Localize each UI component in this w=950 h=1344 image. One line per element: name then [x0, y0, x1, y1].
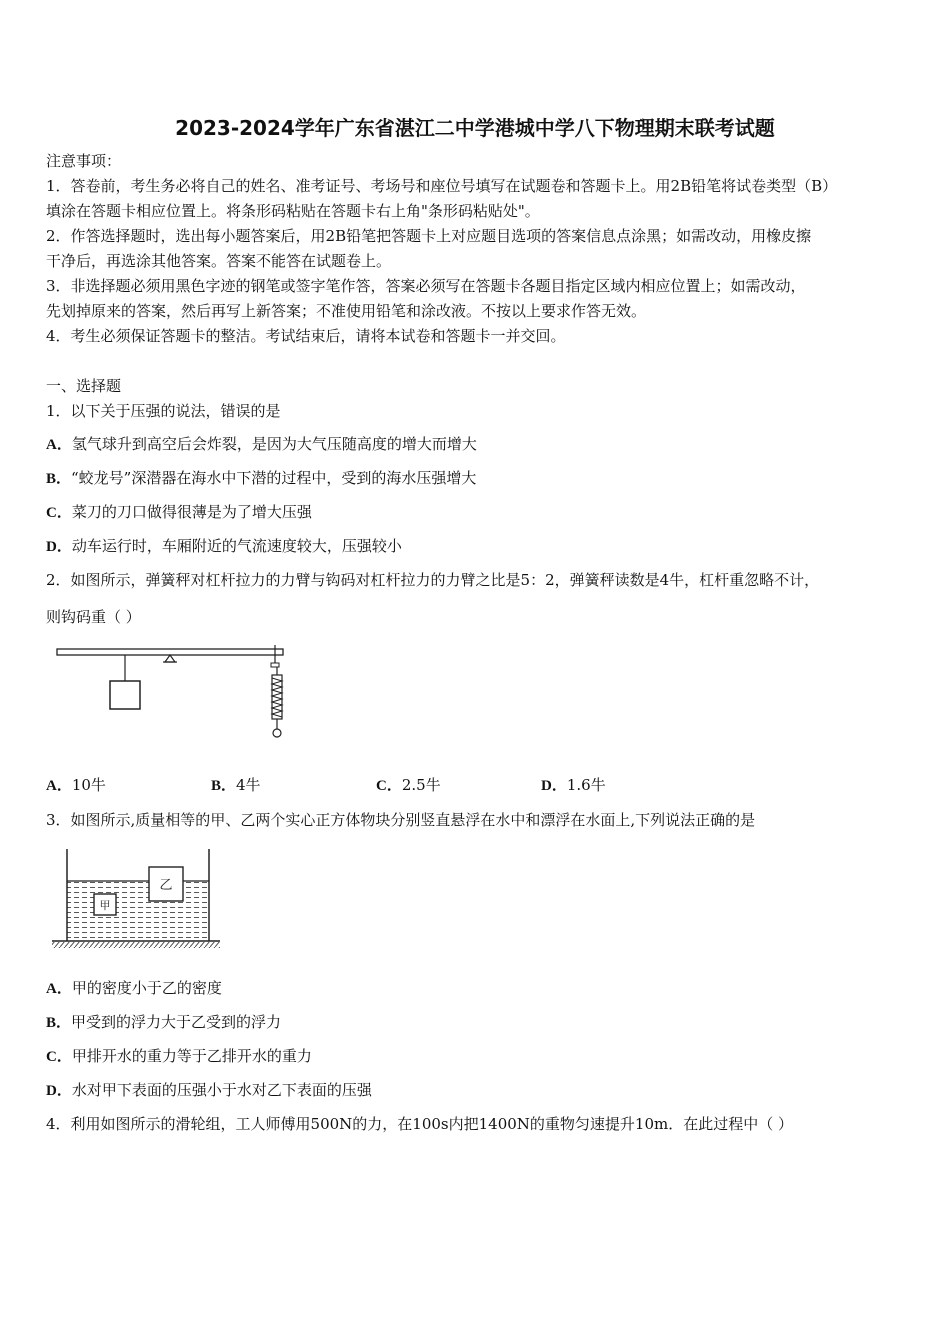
option-text: 4牛 [236, 776, 261, 794]
notice-line: 3．非选择题必须用黑色字迹的钢笔或签字笔作答，答案必须写在答题卡各题目指定区域内相应位置上；如需改动， [46, 277, 806, 295]
notice-heading: 注意事项： [46, 152, 122, 170]
exam-title: 2023-2024学年广东省湛江二中学港城中学八下物理期末联考试题 [175, 116, 775, 140]
option-label: D． [541, 778, 567, 794]
option-text: 2.5牛 [401, 776, 441, 794]
q2-option-a [46, 775, 106, 796]
option-label: A． [46, 778, 72, 794]
option-text: 10牛 [71, 776, 106, 794]
notice-line: 1．答卷前，考生务必将自己的姓名、准考证号、考场号和座位号填写在试题卷和答题卡上。用2B铅笔将试卷类型（B） [46, 177, 838, 195]
option-label: A． [46, 981, 72, 997]
notice-line: 填涂在答题卡相应位置上。将条形码粘贴在答题卡右上角"条形码粘贴处"。 [46, 202, 540, 220]
question-2-stem-continued: 则钩码重（ ） [46, 608, 141, 626]
option-text: 水对甲下表面的压强小于水对乙下表面的压强 [71, 1081, 372, 1099]
option-label: B． [46, 1015, 72, 1031]
option-text: 菜刀的刀口做得很薄是为了增大压强 [71, 503, 312, 521]
option-label: B． [211, 778, 237, 794]
option-text: 1.6牛 [566, 776, 606, 794]
q3-option-d [46, 1080, 372, 1101]
q3-option-a [46, 978, 222, 999]
q1-option-b [46, 468, 476, 489]
option-label: D． [46, 1083, 72, 1099]
q2-option-d [541, 775, 606, 796]
block-jia-label: 甲 [99, 899, 111, 912]
option-label: B． [46, 471, 72, 487]
option-label: C． [46, 505, 72, 521]
question-3-stem: 3．如图所示,质量相等的甲、乙两个实心正方体物块分别竖直悬浮在水中和漂浮在水面上,下列说法正确的是 [46, 811, 756, 829]
lever-diagram [55, 645, 290, 745]
q3-option-b [46, 1012, 281, 1033]
option-label: D． [46, 539, 72, 555]
option-text: 甲的密度小于乙的密度 [71, 979, 222, 997]
option-text: 甲受到的浮力大于乙受到的浮力 [71, 1013, 282, 1031]
section-heading: 一、选择题 [46, 377, 122, 395]
option-label: A． [46, 437, 72, 453]
notice-line: 干净后，再选涂其他答案。答案不能答在试题卷上。 [46, 252, 392, 270]
question-2-stem: 2．如图所示，弹簧秤对杠杆拉力的力臂与钩码对杠杆拉力的力臂之比是5：2，弹簧秤读数是4牛，杠杆重忽略不计， [46, 571, 820, 589]
q2-option-b [211, 775, 261, 796]
notice-line: 2．作答选择题时，选出每小题答案后，用2B铅笔把答题卡上对应题目选项的答案信息点涂黑；如需改动，用橡皮擦 [46, 227, 812, 245]
option-text: 动车运行时，车厢附近的气流速度较大，压强较小 [71, 537, 402, 555]
block-yi-label: 乙 [159, 878, 173, 893]
option-text: “蛟龙号”深潜器在海水中下潜的过程中，受到的海水压强增大 [71, 469, 477, 487]
buoyancy-diagram [50, 845, 222, 950]
question-4-stem: 4．利用如图所示的滑轮组，工人师傅用500N的力，在100s内把1400N的重物匀速提升10m．在此过程中（ ） [46, 1115, 794, 1133]
notice-line: 先划掉原来的答案，然后再写上新答案；不准使用铅笔和涂改液。不按以上要求作答无效。 [46, 302, 647, 320]
question-1-stem: 1．以下关于压强的说法，错误的是 [46, 402, 281, 420]
q1-option-d [46, 536, 402, 557]
notice-line: 4．考生必须保证答题卡的整洁。考试结束后，请将本试卷和答题卡一并交回。 [46, 327, 566, 345]
q2-option-c [376, 775, 441, 796]
option-text: 甲排开水的重力等于乙排开水的重力 [71, 1047, 312, 1065]
q1-option-c [46, 502, 312, 523]
q1-option-a [46, 434, 477, 455]
q3-option-c [46, 1046, 312, 1067]
option-text: 氢气球升到高空后会炸裂，是因为大气压随高度的增大而增大 [71, 435, 477, 453]
option-label: C． [376, 778, 402, 794]
option-label: C． [46, 1049, 72, 1065]
